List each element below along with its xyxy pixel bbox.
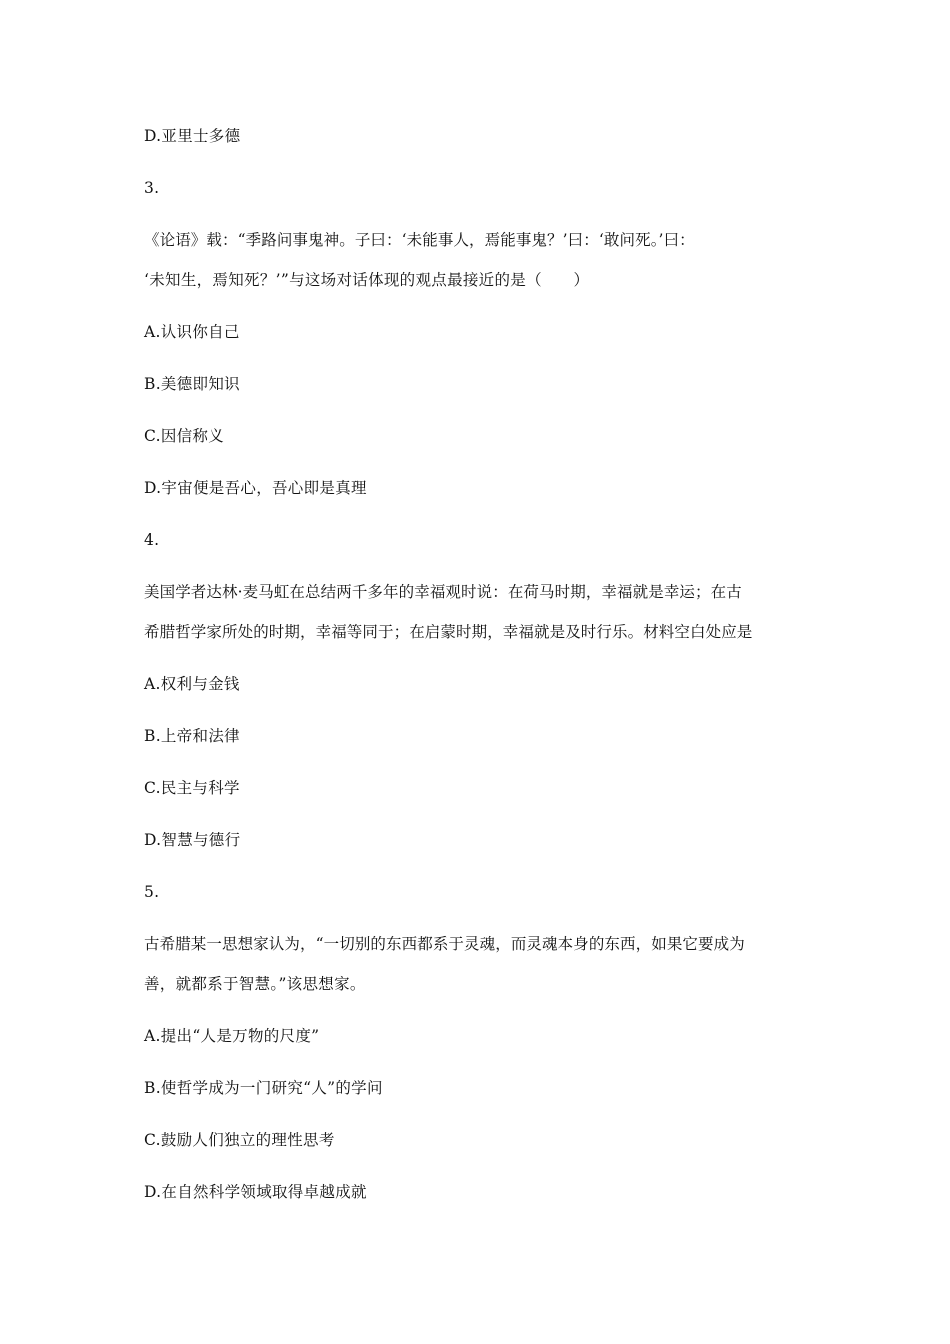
q5-option-d: D.在自然科学领域取得卓越成就 [144, 1183, 367, 1201]
q3-option-a: A.认识你自己 [144, 323, 240, 341]
q4-stem-line-2: 希腊哲学家所处的时期，幸福等同于；在启蒙时期，幸福就是及时行乐。材料空白处应是 [144, 623, 753, 641]
q4-option-b: B.上帝和法律 [144, 727, 240, 745]
q4-number: 4. [144, 531, 160, 549]
q5-stem-line-2: 善，就都系于智慧。”该思想家。 [144, 975, 366, 993]
q3-option-d: D.宇宙便是吾心，吾心即是真理 [144, 479, 367, 497]
q2-option-d: D.亚里士多德 [144, 127, 241, 145]
q5-number: 5. [144, 883, 160, 901]
q4-option-a: A.权利与金钱 [144, 675, 240, 693]
q5-option-a: A.提出“人是万物的尺度” [144, 1027, 320, 1045]
q5-option-b: B.使哲学成为一门研究“人”的学问 [144, 1079, 383, 1097]
q4-option-d: D.智慧与德行 [144, 831, 241, 849]
q3-option-b: B.美德即知识 [144, 375, 240, 393]
q3-stem-line-2: ‘未知生，焉知死？’”与这场对话体现的观点最接近的是（ ） [144, 271, 590, 289]
q4-option-c: C.民主与科学 [144, 779, 240, 797]
q5-stem-line-1: 古希腊某一思想家认为，“一切别的东西都系于灵魂，而灵魂本身的东西，如果它要成为 [144, 935, 745, 953]
q3-stem-line-1: 《论语》载：“季路问事鬼神。子曰：‘未能事人，焉能事鬼？’曰：‘敢问死。’曰： [144, 231, 695, 249]
q3-number: 3. [144, 179, 160, 197]
q5-option-c: C.鼓励人们独立的理性思考 [144, 1131, 335, 1149]
q4-stem-line-1: 美国学者达林·麦马虹在总结两千多年的幸福观时说：在荷马时期，幸福就是幸运；在古 [144, 583, 742, 601]
q3-option-c: C.因信称义 [144, 427, 225, 445]
